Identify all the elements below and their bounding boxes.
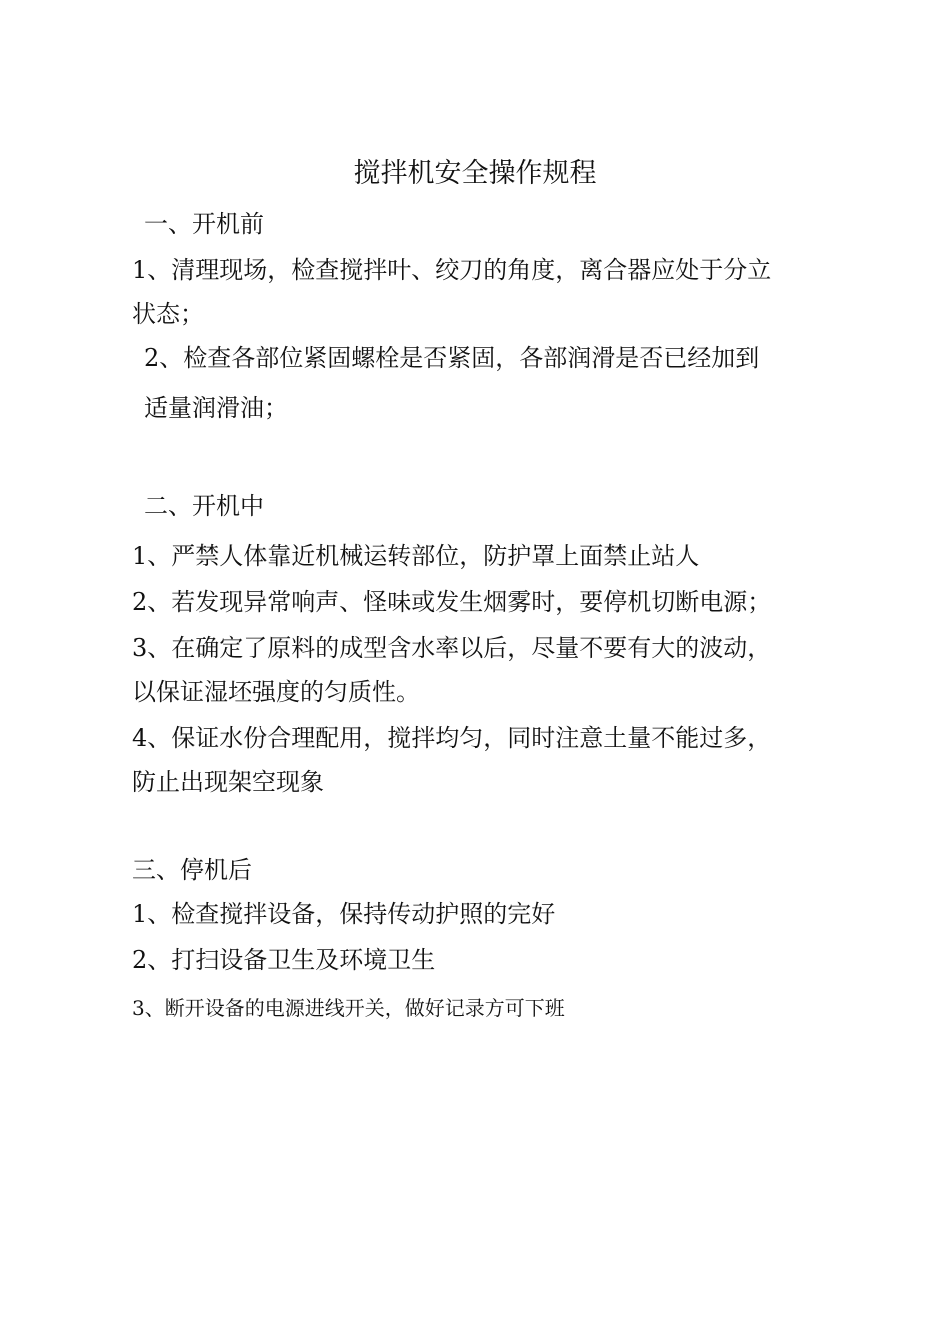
section1-line-2: 状态； <box>132 300 204 328</box>
section3-line-1: 1、检查搅拌设备，保持传动护照的完好 <box>132 900 556 928</box>
section2-line-3: 3、在确定了原料的成型含水率以后，尽量不要有大的波动， <box>132 634 772 662</box>
section-heading-before-start: 一、开机前 <box>144 210 264 238</box>
section2-line-2: 2、若发现异常响声、怪味或发生烟雾时，要停机切断电源； <box>132 588 772 616</box>
section1-line-1: 1、清理现场，检查搅拌叶、绞刀的角度，离合器应处于分立 <box>132 256 772 284</box>
section2-line-5: 4、保证水份合理配用，搅拌均匀，同时注意土量不能过多， <box>132 724 772 752</box>
section1-line-4: 适量润滑油； <box>144 394 288 422</box>
section-heading-after-stop: 三、停机后 <box>132 856 252 884</box>
section1-line-3: 2、检查各部位紧固螺栓是否紧固，各部润滑是否已经加到 <box>144 344 760 372</box>
section3-line-3: 3、断开设备的电源进线开关，做好记录方可下班 <box>132 996 565 1020</box>
document-title: 搅拌机安全操作规程 <box>353 158 597 189</box>
section2-line-4: 以保证湿坯强度的匀质性。 <box>132 678 420 706</box>
section-heading-running: 二、开机中 <box>144 492 264 520</box>
section2-line-6: 防止出现架空现象 <box>132 768 324 796</box>
section3-line-2: 2、打扫设备卫生及环境卫生 <box>132 946 436 974</box>
section2-line-1: 1、严禁人体靠近机械运转部位，防护罩上面禁止站人 <box>132 542 700 570</box>
